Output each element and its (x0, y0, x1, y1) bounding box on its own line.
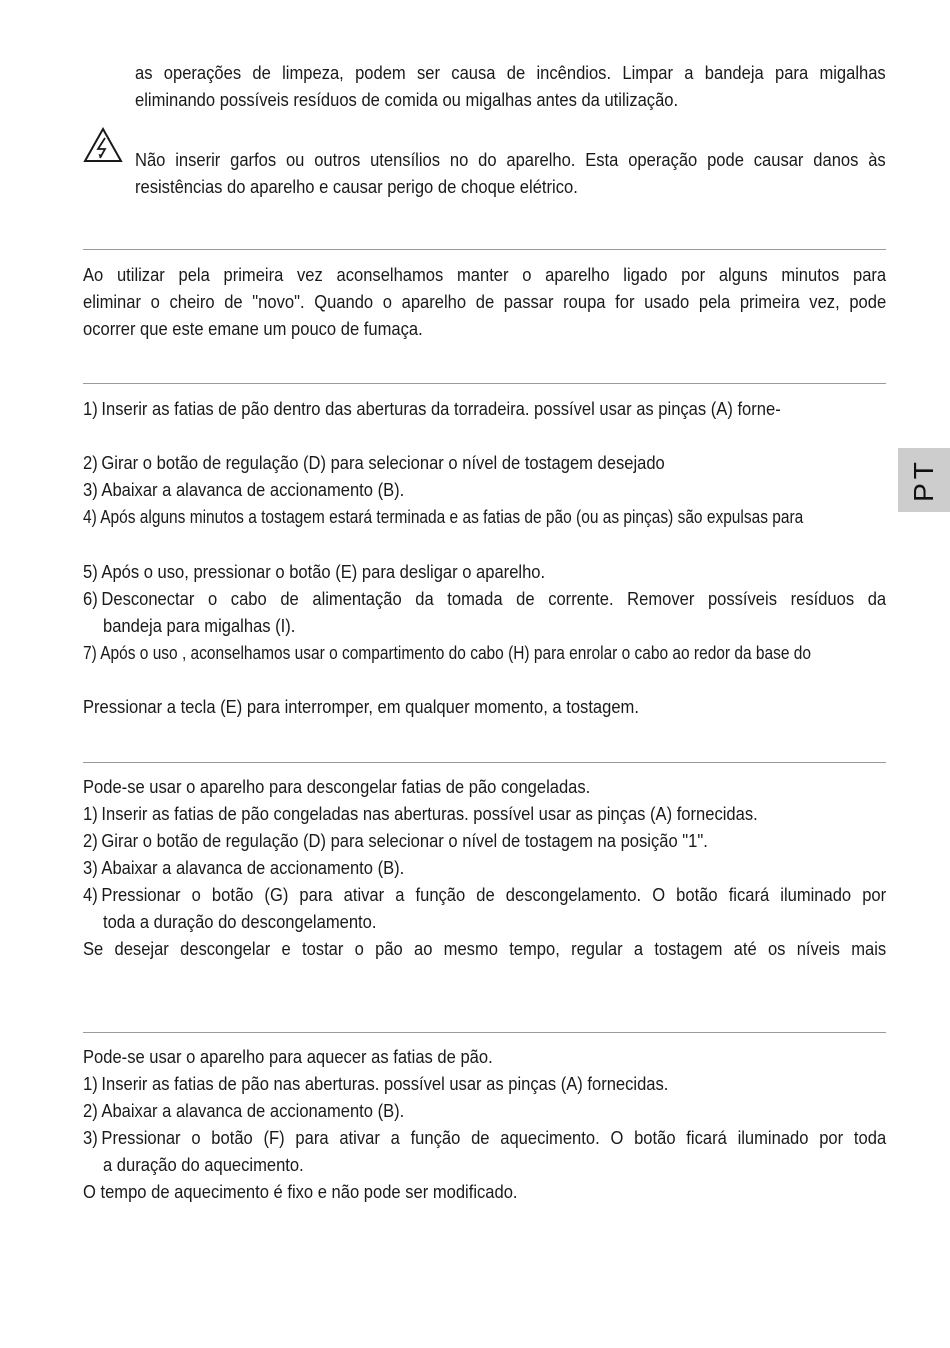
defrost-step (83, 828, 708, 855)
step-text: Após alguns minutos a tostagem estará terminada e as fatias de pão (ou as pinças) são expulsas para (100, 507, 804, 527)
step-text: Pressionar o botão (G) para ativar a função de descongelamento. O botão ficará iluminado por (101, 885, 887, 905)
step-text: Inserir as fatias de pão dentro das aberturas da torradeira. possível usar as pinças (A) forne- (101, 399, 781, 419)
step-number: 6) (83, 589, 98, 609)
step-number: 3) (83, 480, 98, 500)
language-tab-label: PT (908, 458, 939, 502)
section-divider (83, 383, 886, 384)
defrost-intro: Pode-se usar o aparelho para descongelar fatias de pão congeladas. (83, 777, 591, 797)
step-text: Pressionar o botão (F) para ativar a função de aquecimento. O botão ficará iluminado por toda (101, 1128, 887, 1148)
step-number: 3) (83, 858, 98, 878)
step-text: Após o uso , aconselhamos usar o compartimento do cabo (H) para enrolar o cabo ao redor da base do (100, 643, 811, 663)
reheat-intro: Pode-se usar o aparelho para aquecer as fatias de pão. (83, 1047, 493, 1067)
toasting-step (83, 559, 545, 586)
step-number: 1) (83, 1074, 98, 1094)
reheat-note: O tempo de aquecimento é fixo e não pode ser modificado. (83, 1182, 518, 1202)
defrost-step (83, 855, 404, 882)
reheat-step (83, 1098, 404, 1125)
step-text: Inserir as fatias de pão congeladas nas aberturas. possível usar as pinças (A) fornecidas. (101, 804, 758, 824)
step-number: 1) (83, 399, 98, 419)
step-number: 1) (83, 804, 98, 824)
step-text: Após o uso, pressionar o botão (E) para desligar o aparelho. (101, 562, 546, 582)
toasting-step (83, 450, 665, 477)
section-divider (83, 1032, 886, 1033)
toasting-step-continuation: bandeja para migalhas (I). (103, 616, 296, 636)
section-divider (83, 762, 886, 763)
electric-shock-warning-icon (83, 127, 123, 163)
step-number: 2) (83, 1101, 98, 1121)
warning-line-2: resistências do aparelho e causar perigo de choque elétrico. (135, 177, 578, 197)
first-use-line-2: eliminar o cheiro de "novo". Quando o aparelho de passar roupa for usado pela primeira vez, pode (83, 292, 887, 312)
intro-line-1: as operações de limpeza, podem ser causa de incêndios. Limpar a bandeja para migalhas (135, 63, 886, 83)
toasting-step (83, 396, 781, 423)
step-number: 4) (83, 885, 98, 905)
step-text: Abaixar a alavanca de accionamento (B). (101, 858, 405, 878)
step-text: Girar o botão de regulação (D) para selecionar o nível de tostagem na posição "1". (101, 831, 708, 851)
toasting-note: Pressionar a tecla (E) para interromper, em qualquer momento, a tostagem. (83, 697, 639, 717)
warning-line-1: Não inserir garfos ou outros utensílios no do aparelho. Esta operação pode causar danos às (135, 150, 886, 170)
intro-line-2: eliminando possíveis resíduos de comida ou migalhas antes da utilização. (135, 90, 679, 110)
first-use-line-3: ocorrer que este emane um pouco de fumaça. (83, 319, 423, 339)
toasting-step (83, 586, 886, 613)
defrost-step (83, 882, 886, 909)
defrost-step-continuation: toda a duração do descongelamento. (103, 912, 377, 932)
toasting-step (83, 640, 811, 667)
step-number: 2) (83, 831, 98, 851)
step-number: 7) (83, 643, 97, 663)
toasting-step (83, 504, 803, 531)
step-number: 3) (83, 1128, 98, 1148)
step-number: 4) (83, 507, 97, 527)
defrost-note: Se desejar descongelar e tostar o pão ao mesmo tempo, regular a tostagem até os níveis mais (83, 939, 887, 959)
language-tab (898, 448, 950, 512)
reheat-step-continuation: a duração do aquecimento. (103, 1155, 304, 1175)
step-number: 2) (83, 453, 98, 473)
toasting-step (83, 477, 404, 504)
step-text: Inserir as fatias de pão nas aberturas. possível usar as pinças (A) fornecidas. (101, 1074, 669, 1094)
first-use-line-1: Ao utilizar pela primeira vez aconselhamos manter o aparelho ligado por alguns minutos para (83, 265, 887, 285)
reheat-step (83, 1125, 886, 1152)
step-text: Desconectar o cabo de alimentação da tomada de corrente. Remover possíveis resíduos da (101, 589, 887, 609)
step-text: Girar o botão de regulação (D) para selecionar o nível de tostagem desejado (101, 453, 665, 473)
reheat-step (83, 1071, 668, 1098)
defrost-step (83, 801, 758, 828)
step-number: 5) (83, 562, 98, 582)
section-divider (83, 249, 886, 250)
step-text: Abaixar a alavanca de accionamento (B). (101, 480, 405, 500)
step-text: Abaixar a alavanca de accionamento (B). (101, 1101, 405, 1121)
